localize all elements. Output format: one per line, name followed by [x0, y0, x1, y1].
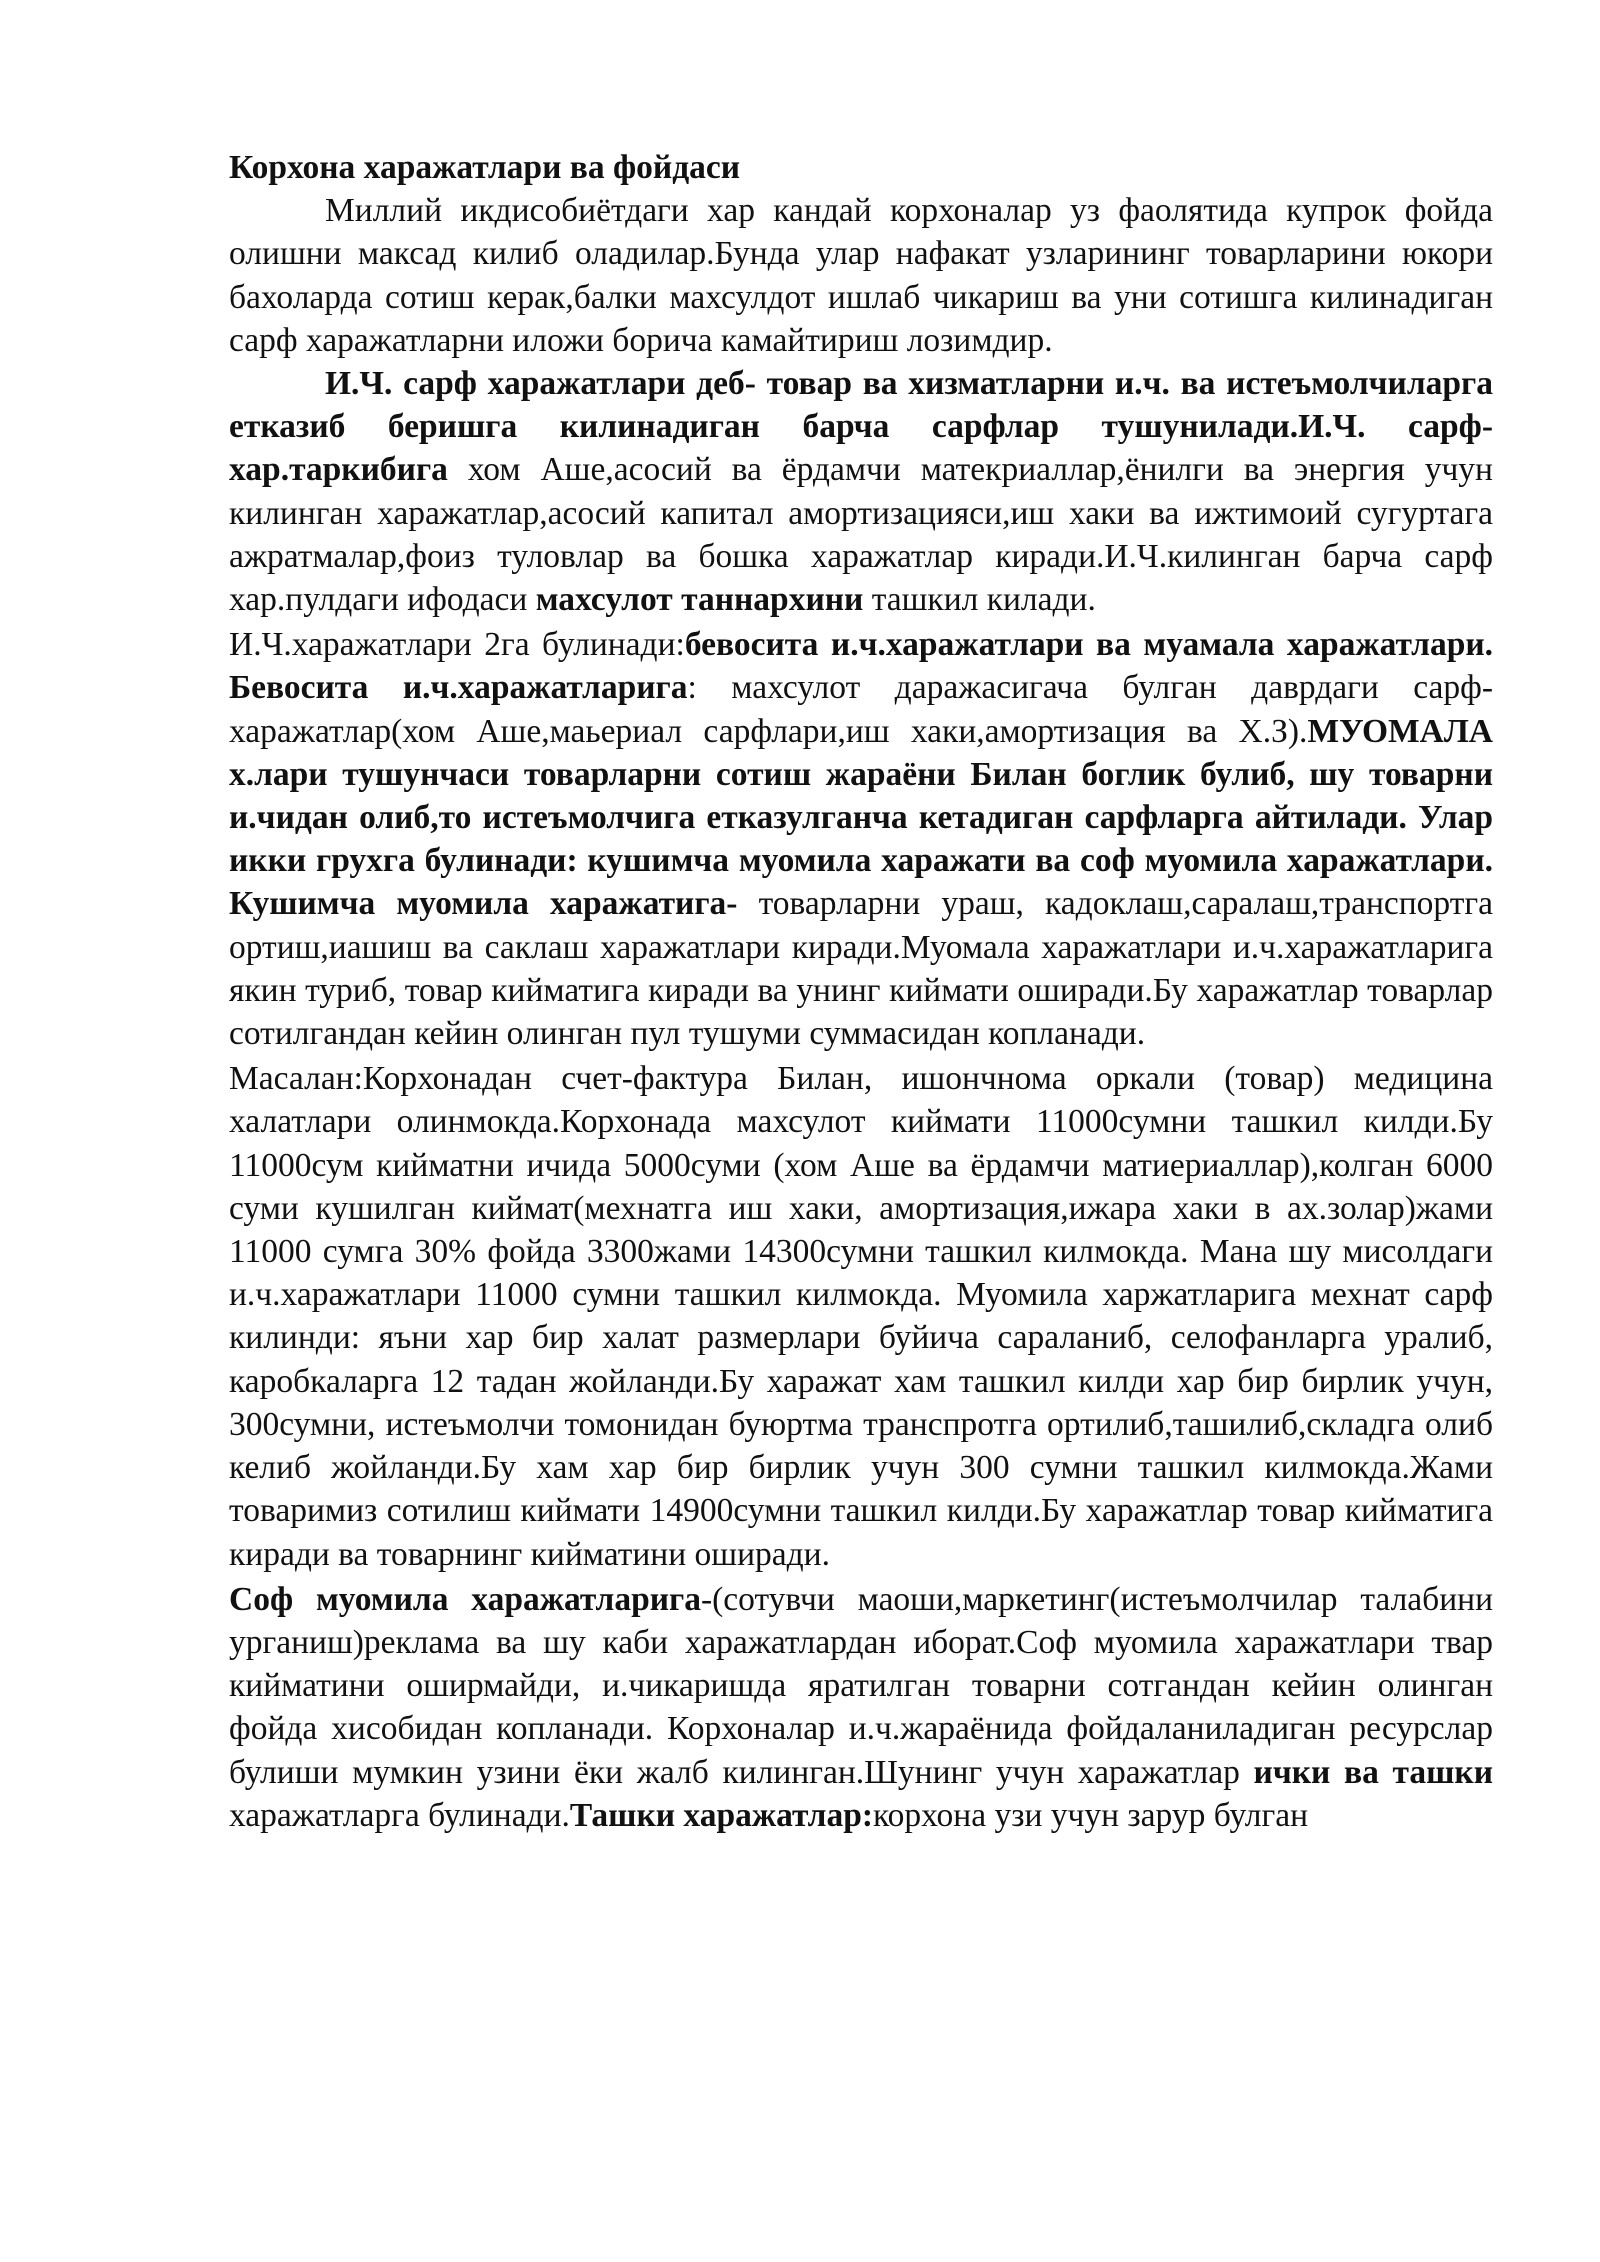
bold-term: Ташки харажатлар: — [569, 1796, 873, 1834]
bold-term: ички ва ташки — [1253, 1753, 1494, 1791]
paragraph-text: корхона узи учун зарур булган — [873, 1796, 1308, 1834]
bold-definition: МУОМАЛА х.лари тушунчаси товарларни сотиш жараёни Билан боглик булиб, шу товарни и.чидан олиб,то истеъмолчига етказулганча кетадиган сарфларга айтилади. Улар икки грухга булинади: кушимча муомила харажати ва соф муомила харажатлари. Кушимча муомила харажатига- — [229, 712, 1493, 923]
paragraph-text: харажатларга булинади. — [229, 1796, 570, 1834]
bold-term: Соф муомила харажатларига — [229, 1580, 701, 1618]
paragraph-text: : махсулот даражасигача булган даврдаги сарф-харажатлар(хом Аше,маьериал сарфлари,иш хаки,амортизация ва Х.З). — [229, 669, 1493, 750]
paragraph-text: товарларни ураш, кадоклаш,саралаш,транспортга ортиш,иашиш ва саклаш харажатлари киради.Муомала харажатлари и.ч.харажатларига якин туриб, товар кийматига киради ва унинг киймати оширади.Бу харажатлар товарлар сотилгандан кейин олинган пул тушуми суммасидан копланади. — [229, 885, 1493, 1053]
paragraph-example: Масалан:Корхонадан счет-фактура Билан, ишончнома оркали (товар) медицина халатлари олинмокда.Корхонада махсулот киймати 11000сумни ташкил килди.Бу 11000сум кийматни ичида 5000суми (хом Аше ва ёрдамчи матиериаллар),колган 6000 суми кушилган киймат(мехнатга иш хаки, амортизация,ижара хаки в ах.золар)жами 11000 сумга 30% фойда 3300жами 14300сумни ташкил килмокда. Мана шу мисолдаги и.ч.харажатлари 11000 сумни ташкил килмокда. Муомила харжатларига мехнат сарф килинди: яъни хар бир халат размерлари буйича сараланиб, селофанларга уралиб, каробкаларга 12 тадан жойланди.Бу харажат хам ташкил килди хар бир бирлик учун, 300сумни, истеъмолчи томонидан буюртма транспротга ортилиб,ташилиб,складга олиб келиб жойланди.Бу хам хар бир бирлик учун 300 сумни ташкил килмокда.Жами товаримиз сотилиш киймати 14900сумни ташкил килди.Бу харажатлар товар кийматига киради ва товарнинг кийматини оширади. — [229, 1060, 1493, 1573]
paragraph-text: ташкил килади. — [863, 581, 1096, 619]
paragraph-text: -(сотувчи маоши,маркетинг(истеъмолчилар талабини урганиш)реклама ва шу каби харажатлардан иборат.Соф муомила харажатлари твар кийматини оширмайди, и.чикаришда яратилган товарни сотгандан кейин олинган фойда хисобидан копланади. Корхоналар и.ч.жараёнида фойдаланиладиган ресурслар булиши мумкин узини ёки жалб килинган.Шунинг учун харажатлар — [229, 1580, 1494, 1791]
paragraph-cost-types — [229, 623, 1493, 1055]
paragraph-text: хом Аше,асосий ва ёрдамчи матекриаллар,ёнилги ва энергия учун килинган харажатлар,асосий капитал амортизацияси,иш хаки ва ижтимоий сугуртага ажратмалар,фоиз туловлар ва бошка харажатлар киради.И.Ч.килинган барча сарф хар.пулдаги ифодаси — [229, 451, 1493, 619]
paragraph-production-costs — [229, 362, 1493, 621]
paragraph-intro: Миллий икдисобиётдаги хар кандай корхоналар уз фаолятида купрок фойда олишни максад килиб оладилар.Бунда улар нафакат узларининг товарларини юкори бахоларда сотиш керак,балки махсулдот ишлаб чикариш ва уни сотишга килинадиган сарф харажатларни иложи борича камайтириш лозимдир. — [229, 192, 1493, 359]
bold-term: бевосита и.ч.харажатлари ва муамала харажатлари. Бевосита и.ч.харажатларига — [229, 626, 1494, 707]
paragraph-text: И.Ч.харажатлари 2га булинади: — [229, 626, 685, 664]
bold-definition: И.Ч. сарф харажатлари деб- товар ва хизматларни и.ч. ва истеъмолчиларга етказиб беришга килинадиган барча сарфлар тушунилади.И.Ч. сарф-хар.таркибига — [229, 365, 1493, 489]
paragraph-net-costs — [229, 1578, 1493, 1837]
document-title: Корхона харажатлари ва фойдаси — [229, 149, 741, 186]
document-page — [229, 146, 1493, 1837]
bold-term: махсулот таннархини — [535, 581, 864, 619]
